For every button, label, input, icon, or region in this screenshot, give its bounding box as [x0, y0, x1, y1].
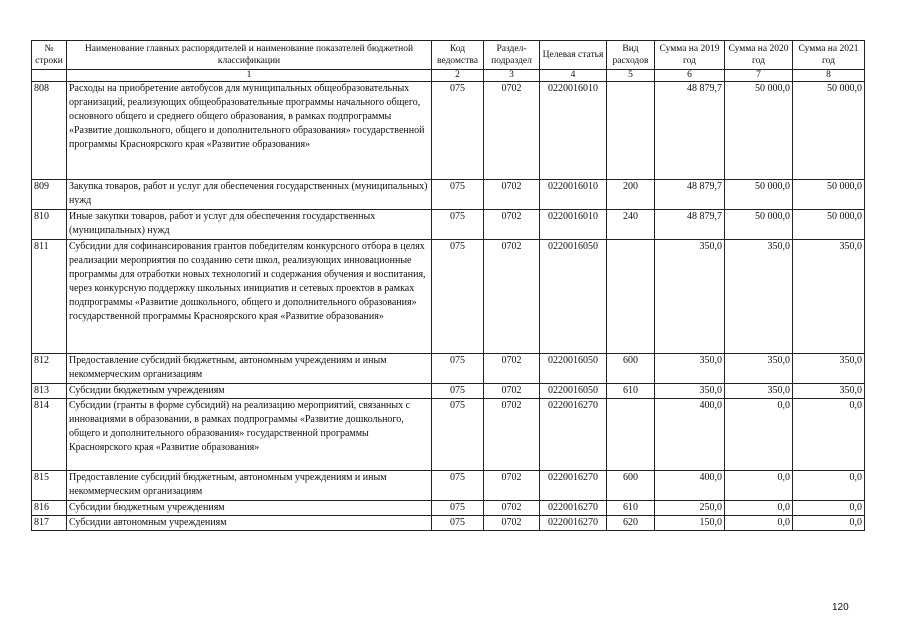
row-sum-2019-cell: 48 879,7 — [655, 82, 725, 180]
row-department-code-cell: 075 — [432, 82, 484, 180]
row-department-code-cell: 075 — [432, 501, 484, 516]
table-row — [32, 399, 865, 471]
table-row — [32, 501, 865, 516]
row-name-cell: Субсидии для софинансирования грантов победителям конкурсного отбора в целях реализации мероприятия по созданию сети школ, реализующих инновационные программы для отработки новых технологий и содержания обучения и воспитания, через конкурсную поддержку школьных инициатив и сетевых проектов в рамках подпрограммы «Развитие дошкольного, общего и дополнительного образования» государственной программы Красноярского края «Развитие образования» — [67, 240, 432, 354]
row-sum-2019-cell: 150,0 — [655, 516, 725, 531]
row-sum-2020-cell: 0,0 — [725, 471, 793, 501]
table-row — [32, 82, 865, 180]
row-sum-2020-cell: 0,0 — [725, 399, 793, 471]
row-expense-type-cell: 610 — [607, 384, 655, 399]
row-expense-type-cell — [607, 240, 655, 354]
row-target-article-cell: 0220016050 — [540, 384, 607, 399]
row-target-article-cell: 0220016010 — [540, 210, 607, 240]
col-header-expense-type: Вид расходов — [607, 41, 655, 70]
row-sum-2019-cell: 400,0 — [655, 399, 725, 471]
col-header-sum-2019: Сумма на 2019 год — [655, 41, 725, 70]
col-header-target-article: Целевая статья — [540, 41, 607, 70]
budget-table — [31, 40, 865, 531]
row-expense-type-cell — [607, 399, 655, 471]
row-number-cell: 810 — [32, 210, 67, 240]
row-sum-2021-cell: 50 000,0 — [793, 180, 865, 210]
row-name-cell: Субсидии (гранты в форме субсидий) на реализацию мероприятий, связанных с инновациями в образовании, в рамках подпрограммы «Развитие дошкольного, общего и дополнительного образования» государственной программы Красноярского края «Развитие образования» — [67, 399, 432, 471]
row-section-cell: 0702 — [484, 399, 540, 471]
col-number-1: 1 — [67, 70, 432, 82]
table-row — [32, 516, 865, 531]
row-section-cell: 0702 — [484, 471, 540, 501]
col-header-section: Раздел-подраздел — [484, 41, 540, 70]
row-number-cell: 808 — [32, 82, 67, 180]
row-expense-type-cell: 200 — [607, 180, 655, 210]
row-sum-2020-cell: 0,0 — [725, 516, 793, 531]
row-target-article-cell: 0220016270 — [540, 471, 607, 501]
row-target-article-cell: 0220016270 — [540, 501, 607, 516]
row-department-code-cell: 075 — [432, 516, 484, 531]
row-sum-2021-cell: 350,0 — [793, 240, 865, 354]
row-sum-2019-cell: 350,0 — [655, 354, 725, 384]
row-sum-2019-cell: 400,0 — [655, 471, 725, 501]
row-department-code-cell: 075 — [432, 210, 484, 240]
row-section-cell: 0702 — [484, 354, 540, 384]
row-number-cell: 816 — [32, 501, 67, 516]
row-name-cell: Субсидии автономным учреждениям — [67, 516, 432, 531]
table-row — [32, 354, 865, 384]
col-number-0 — [32, 70, 67, 82]
row-section-cell: 0702 — [484, 384, 540, 399]
row-sum-2021-cell: 350,0 — [793, 354, 865, 384]
row-sum-2021-cell: 0,0 — [793, 399, 865, 471]
page-number: 120 — [832, 602, 849, 613]
row-section-cell: 0702 — [484, 516, 540, 531]
header-row — [32, 41, 865, 70]
col-number-6: 6 — [655, 70, 725, 82]
row-section-cell: 0702 — [484, 210, 540, 240]
row-expense-type-cell: 600 — [607, 354, 655, 384]
row-sum-2019-cell: 48 879,7 — [655, 210, 725, 240]
table-row — [32, 210, 865, 240]
row-number-cell: 817 — [32, 516, 67, 531]
row-number-cell: 811 — [32, 240, 67, 354]
row-number-cell: 813 — [32, 384, 67, 399]
row-expense-type-cell: 610 — [607, 501, 655, 516]
row-name-cell: Предоставление субсидий бюджетным, автономным учреждениям и иным некоммерческим организациям — [67, 471, 432, 501]
row-sum-2019-cell: 48 879,7 — [655, 180, 725, 210]
row-section-cell: 0702 — [484, 82, 540, 180]
row-target-article-cell: 0220016010 — [540, 82, 607, 180]
table-row — [32, 471, 865, 501]
row-sum-2019-cell: 250,0 — [655, 501, 725, 516]
row-sum-2020-cell: 50 000,0 — [725, 210, 793, 240]
col-header-number: № строки — [32, 41, 67, 70]
table-body — [32, 82, 865, 531]
row-department-code-cell: 075 — [432, 399, 484, 471]
row-name-cell: Предоставление субсидий бюджетным, автономным учреждениям и иным некоммерческим организациям — [67, 354, 432, 384]
row-expense-type-cell: 620 — [607, 516, 655, 531]
row-sum-2020-cell: 350,0 — [725, 384, 793, 399]
row-sum-2020-cell: 50 000,0 — [725, 180, 793, 210]
row-sum-2019-cell: 350,0 — [655, 384, 725, 399]
row-target-article-cell: 0220016270 — [540, 516, 607, 531]
col-header-department-code: Код ведомства — [432, 41, 484, 70]
col-header-name: Наименование главных распорядителей и наименование показателей бюджетной классификации — [67, 41, 432, 70]
row-number-cell: 812 — [32, 354, 67, 384]
row-sum-2020-cell: 50 000,0 — [725, 82, 793, 180]
row-expense-type-cell: 240 — [607, 210, 655, 240]
table-row — [32, 240, 865, 354]
row-section-cell: 0702 — [484, 180, 540, 210]
row-sum-2021-cell: 50 000,0 — [793, 82, 865, 180]
row-department-code-cell: 075 — [432, 354, 484, 384]
row-target-article-cell: 0220016050 — [540, 240, 607, 354]
col-number-2: 2 — [432, 70, 484, 82]
col-number-5: 5 — [607, 70, 655, 82]
table-row — [32, 180, 865, 210]
row-section-cell: 0702 — [484, 501, 540, 516]
row-sum-2020-cell: 350,0 — [725, 240, 793, 354]
row-name-cell: Расходы на приобретение автобусов для муниципальных общеобразовательных организаций, реализующих общеобразовательные программы начального общего, основного общего и среднего общего образования, в рамках подпрограммы «Развитие дошкольного, общего и дополнительного образования» государственной программы Красноярского края «Развитие образования» — [67, 82, 432, 180]
row-name-cell: Субсидии бюджетным учреждениям — [67, 384, 432, 399]
row-name-cell: Закупка товаров, работ и услуг для обеспечения государственных (муниципальных) нужд — [67, 180, 432, 210]
col-header-sum-2021: Сумма на 2021 год — [793, 41, 865, 70]
row-department-code-cell: 075 — [432, 471, 484, 501]
row-target-article-cell: 0220016010 — [540, 180, 607, 210]
row-department-code-cell: 075 — [432, 180, 484, 210]
col-number-4: 4 — [540, 70, 607, 82]
column-number-row — [32, 70, 865, 82]
row-number-cell: 814 — [32, 399, 67, 471]
row-number-cell: 815 — [32, 471, 67, 501]
row-department-code-cell: 075 — [432, 240, 484, 354]
col-number-7: 7 — [725, 70, 793, 82]
row-name-cell: Субсидии бюджетным учреждениям — [67, 501, 432, 516]
row-section-cell: 0702 — [484, 240, 540, 354]
table-row — [32, 384, 865, 399]
row-expense-type-cell: 600 — [607, 471, 655, 501]
row-sum-2021-cell: 0,0 — [793, 471, 865, 501]
col-header-sum-2020: Сумма на 2020 год — [725, 41, 793, 70]
row-sum-2021-cell: 350,0 — [793, 384, 865, 399]
row-sum-2020-cell: 350,0 — [725, 354, 793, 384]
row-sum-2021-cell: 50 000,0 — [793, 210, 865, 240]
row-sum-2021-cell: 0,0 — [793, 501, 865, 516]
row-sum-2021-cell: 0,0 — [793, 516, 865, 531]
row-department-code-cell: 075 — [432, 384, 484, 399]
row-sum-2020-cell: 0,0 — [725, 501, 793, 516]
col-number-3: 3 — [484, 70, 540, 82]
row-target-article-cell: 0220016050 — [540, 354, 607, 384]
row-sum-2019-cell: 350,0 — [655, 240, 725, 354]
row-target-article-cell: 0220016270 — [540, 399, 607, 471]
row-name-cell: Иные закупки товаров, работ и услуг для обеспечения государственных (муниципальных) нужд — [67, 210, 432, 240]
row-expense-type-cell — [607, 82, 655, 180]
col-number-8: 8 — [793, 70, 865, 82]
row-number-cell: 809 — [32, 180, 67, 210]
